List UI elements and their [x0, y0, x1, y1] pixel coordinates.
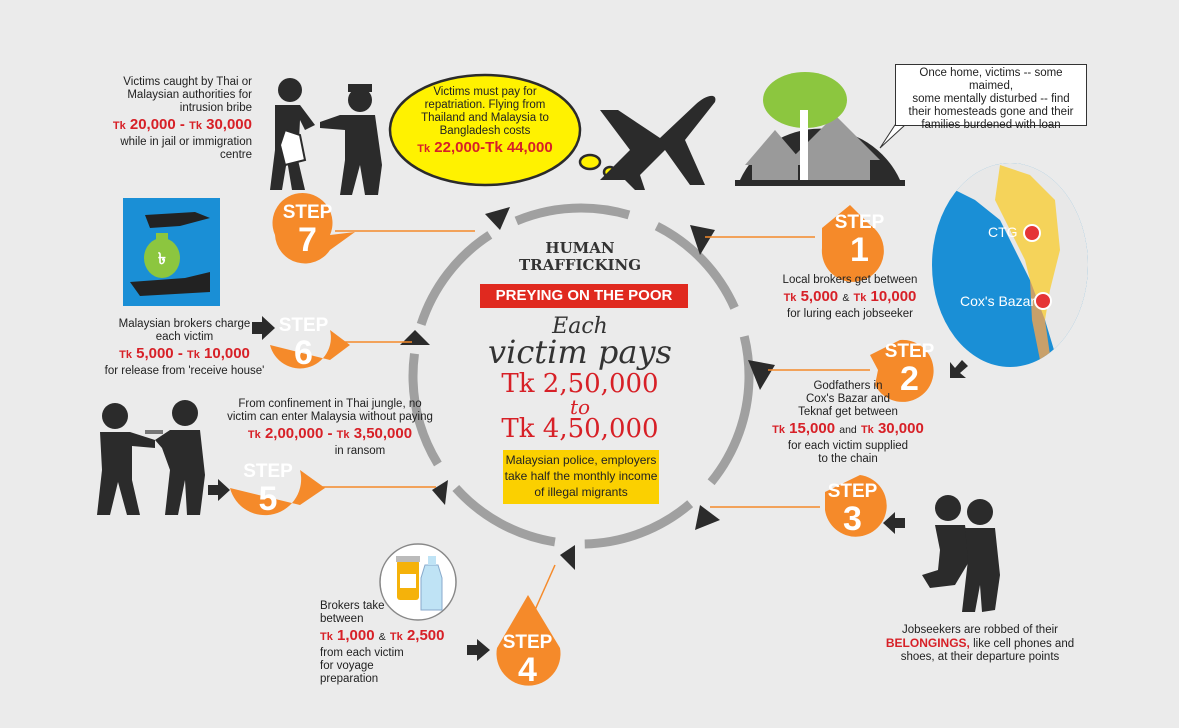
airplane-icon [600, 96, 715, 190]
step3-label: STEP 3 [827, 481, 878, 538]
step4-label: STEP 4 [502, 632, 553, 689]
step7-text: Victims caught by Thai or Malaysian authorities for intrusion bribe Tk 20,000 - Tk 30,000 while in jail or immigration centre [112, 76, 252, 161]
bribe-figures-icon [270, 78, 382, 195]
center-title [500, 240, 660, 274]
center-title-line2: TRAFFICKING [518, 256, 642, 274]
svg-text:৳: ৳ [158, 249, 166, 268]
ring-arrow-7 [485, 207, 510, 230]
banner-preying: PREYING ON THE POOR [480, 284, 688, 308]
bangladesh-map [930, 160, 1090, 370]
step4-text: Brokers take between Tk 1,000 & Tk 2,500 from each victim for voyage preparation [320, 600, 445, 685]
center-note: Malaysian police, employers take half the monthly income of illegal migrants [503, 450, 659, 504]
step2-text: Godfathers in Cox's Bazar and Teknaf get between Tk 15,000 and Tk 30,000 for each victim supplied to the chain [772, 380, 924, 465]
robbery-figures-icon [922, 495, 1000, 612]
center-amount-high: Tk 4,50,000 [501, 414, 659, 444]
step2-label: STEP 2 [884, 341, 935, 398]
step6-text: Malaysian brokers charge each victim Tk 5,000 - Tk 10,000 for release from 'receive house' [104, 318, 265, 377]
center-victim-pays: victim pays [488, 333, 672, 371]
step7-label: STEP 7 [282, 202, 333, 259]
cloud-text: Victims must pay for repatriation. Flying from Thailand and Malaysia to Bangladesh costs Tk 22,000-Tk 44,000 [417, 86, 553, 156]
money-exchange-box [123, 198, 220, 306]
step5-text: From confinement in Thai jungle, no victim can enter Malaysia without paying Tk 2,00,000 - Tk 3,50,000 in ransom [227, 398, 433, 457]
ring-arrow-5 [432, 480, 448, 505]
center-amount-low: Tk 2,50,000 [501, 369, 659, 399]
ring-arrow-3 [695, 505, 720, 530]
step5-label: STEP 5 [243, 461, 293, 518]
map-city-coxs-bazar: Cox's Bazar [960, 293, 1036, 309]
step1-text: Local brokers get between Tk 5,000 & Tk 10,000 for luring each jobseeker [782, 274, 918, 320]
step3-text: Jobseekers are robbed of their BELONGINGS, like cell phones and shoes, at their departure points [885, 624, 1075, 663]
step1-label: STEP 1 [834, 212, 885, 269]
center-to: to [569, 395, 591, 419]
ctg-marker [1024, 225, 1040, 241]
home-note: Once home, victims -- some maimed, some mentally disturbed -- find their homesteads gone and their families burdened with loan [895, 64, 1087, 126]
coxs-bazar-marker [1035, 293, 1051, 309]
center-title-line1: HUMAN [545, 239, 615, 257]
ring-arrow-4 [560, 545, 575, 570]
map-city-ctg: CTG [988, 224, 1018, 240]
ransom-figures-icon [97, 400, 205, 515]
step6-label: STEP 6 [278, 315, 329, 372]
homestead-icon [735, 72, 905, 186]
center-each: Each [552, 314, 608, 339]
